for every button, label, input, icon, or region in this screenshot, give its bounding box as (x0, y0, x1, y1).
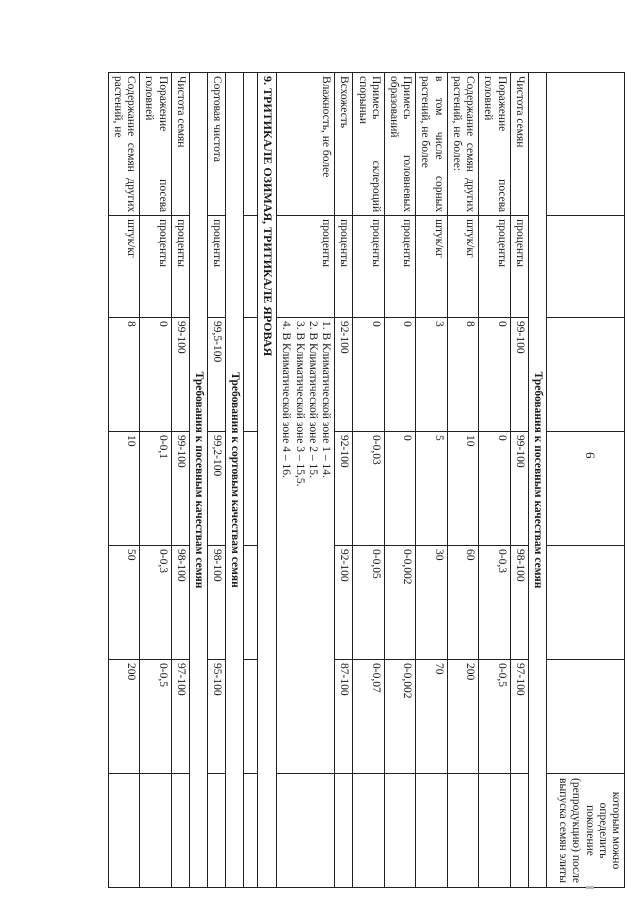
table-row: Примесь склероций спорыньи проценты 0 0-0,03 0-0,05 0-0,07 (353, 73, 384, 888)
section-sowing-2: Требования к посевным качествам семян (189, 73, 207, 888)
humidity-zones: 1. В Климатической зоне 1 – 14. 2. В Климатической зоне 2 – 15. 3. В Климатической зоне 3 – 15,5. 4. В Климатической зоне 4 – 16. (277, 317, 335, 773)
table-row: Чистота семян проценты 99-100 99-100 98-100 97-100 (510, 73, 528, 888)
rotated-table-frame (111, 72, 625, 888)
page-number: 6 (583, 452, 598, 459)
table-row: Поражение посева головней проценты 0 0 0-0,3 0-0,5 (479, 73, 510, 888)
section-top-sowing: Требования к посевным качествам семян (528, 73, 546, 888)
header-row (547, 73, 625, 888)
table-row: Поражение посева головней проценты 0 0-0,1 0-0,3 0-0,5 (140, 73, 171, 888)
section-triticale: 9. ТРИТИКАЛЕ ОЗИМАЯ, ТРИТИКАЛЕ ЯРОВАЯ (258, 73, 277, 888)
table-row: Содержание семян других растений, не штук/кг 8 10 50 200 (108, 73, 139, 888)
section-varietal: Требования к сортовым качествам семян (226, 73, 244, 888)
seed-quality-table (108, 72, 625, 888)
header-note: которым можно определить поколение (репродукцию) после выпуска семян элиты (547, 773, 625, 887)
table-row: Примесь головневых образований проценты 0 0 0-0,002 0-0,002 (384, 73, 415, 888)
humidity-row: Влажность, не более проценты 1. В Климатической зоне 1 – 14. 2. В Климатической зоне 2 – 15. 3. В Климатической зоне 3 – 15,5. 4. В Климатической зоне 4 – 16. (277, 73, 335, 888)
scan-speck (586, 886, 594, 889)
table-row: Чистота семян проценты 99-100 99-100 98-100 97-100 (171, 73, 189, 888)
table-row: Всхожесть проценты 92-100 92-100 92-100 87-100 (335, 73, 353, 888)
varietal-row: Сортовая чистота проценты 99,5-100 99,2-100 98-100 95-100 (208, 73, 226, 888)
top-rows (335, 73, 529, 888)
table-row: в том числе сорных растений, не более штук/кг 3 5 30 70 (416, 73, 447, 888)
bottom-rows (108, 73, 189, 888)
table-row: Содержание семян других растений, не более: штук/кг 8 10 60 200 (447, 73, 478, 888)
